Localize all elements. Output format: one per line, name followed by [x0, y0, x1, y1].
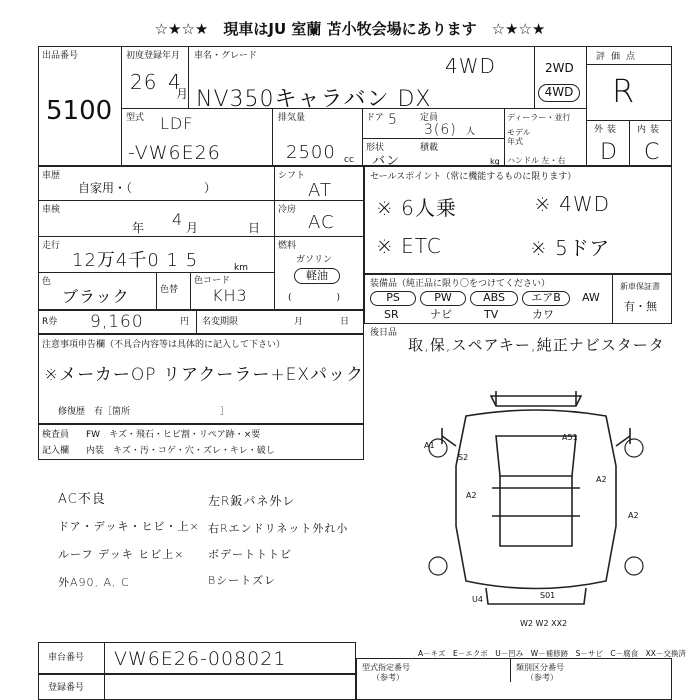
recycle-label: R券	[42, 317, 58, 327]
diagram-mark-a2-2: A2	[628, 511, 639, 520]
handle-model-year: モデル年式	[507, 128, 531, 146]
capacity-unit: 人	[466, 127, 476, 137]
repair-history: 修復歴 有［箇所 ］	[58, 407, 230, 417]
handle-side: ハンドル 左・右	[507, 156, 566, 165]
type-number-label: 型式指定番号	[362, 663, 410, 672]
registration-year: 26	[130, 70, 158, 94]
drive-2wd: 2WD	[545, 61, 574, 75]
color-label: 色	[42, 277, 52, 287]
load-label: 積載	[420, 143, 439, 153]
lot-label: 出品番号	[42, 51, 79, 61]
body-type-value: バン	[372, 154, 401, 169]
registration-month: 4	[168, 70, 182, 94]
mileage-unit: km	[234, 263, 248, 273]
aircon-value: AC	[308, 212, 335, 233]
history-value: 自家用・（ ）	[78, 181, 217, 195]
fuel-gasoline: ガソリン	[296, 255, 333, 265]
recycle-unit: 円	[180, 317, 190, 327]
equip-pw: PW	[420, 291, 466, 306]
chassis-value: VW6E26-008021	[114, 648, 287, 670]
displacement-value: 2500	[286, 142, 336, 163]
chassis-label: 車台番号	[48, 653, 85, 663]
diagram-mark-w2: W2 W2 XX2	[520, 619, 568, 628]
equip-sr: SR	[384, 308, 399, 321]
damage-legend: A－キズ E－エクボ U－凹み W－補修跡 S－サビ C－腐食 XX－交換済	[418, 649, 686, 658]
handle-dealer: ディーラー・並行	[507, 113, 571, 122]
mileage-value: 12万4千0 1 5	[72, 250, 199, 271]
diagram-mark-s01: S01	[540, 591, 556, 600]
inspection-month-unit: 月	[186, 221, 199, 235]
registration-label: 初度登録年月	[126, 51, 181, 61]
int-label: 内装	[637, 125, 664, 135]
model-label: 型式	[126, 113, 145, 123]
registration-month-unit: 月	[176, 87, 189, 101]
mileage-label: 走行	[42, 241, 61, 251]
equip-airbag: エアB	[522, 291, 570, 306]
meigi-label: 名変期限	[202, 317, 239, 327]
diagram-mark-a2-1: A2	[596, 475, 607, 484]
equipment-label: 装備品（純正品に限り〇をつけてください）	[370, 279, 551, 289]
note-right-4: Bシートズレ	[208, 574, 277, 587]
reg-number-box	[38, 674, 356, 700]
recycle-row	[38, 310, 364, 334]
meigi-month: 月	[294, 317, 304, 327]
capacity-value: 3(6)	[424, 122, 457, 138]
type-number-sub: （参考）	[372, 673, 404, 682]
sales-point-2: ※ 4WD	[534, 192, 611, 216]
shift-label: シフト	[278, 171, 306, 181]
equip-leather: カワ	[532, 308, 554, 321]
equip-ps: PS	[370, 291, 416, 306]
equip-navi: ナビ	[430, 308, 452, 321]
note-right-1: 左R鈑パネ外レ	[208, 494, 296, 508]
diagram-mark-u4: U4	[472, 595, 483, 604]
diagram-mark-a1: A1	[424, 441, 435, 450]
warranty-label: 新車保証書	[620, 282, 660, 291]
recycle-value: 9,160	[90, 312, 144, 332]
model-prefix: LDF	[160, 114, 194, 133]
class-number-label: 類別区分番号	[516, 663, 564, 672]
inspection-day: 日	[248, 221, 261, 235]
note-left-2: ドア・デッキ・ヒビ・上×	[58, 520, 200, 533]
history-label: 車歴	[42, 171, 61, 181]
diagram-mark-a51: A51	[562, 433, 578, 442]
displacement-label: 排気量	[278, 113, 306, 123]
color-value: ブラック	[62, 287, 130, 306]
page-title: ☆★☆★ 現車はJU 室蘭 苫小牧会場にあります ☆★☆★	[154, 20, 546, 38]
checker-label-2: 記入欄	[42, 446, 70, 456]
aircon-label: 冷房	[278, 205, 297, 215]
load-unit: kg	[490, 157, 500, 166]
int-value: C	[644, 140, 661, 165]
inspection-year: 年	[132, 221, 145, 235]
body-type-label: 形状	[366, 143, 385, 153]
note-right-2: 右Rエンドリネット外れ小	[208, 522, 349, 535]
ext-label: 外装	[594, 125, 621, 135]
doors-value: 5	[388, 112, 398, 128]
aftermarket-label: 後日品	[370, 328, 398, 338]
equip-aw: AW	[582, 291, 600, 304]
sales-point-3: ※ ETC	[376, 234, 442, 258]
checker-row-2: 内装 キズ・汚・コゲ・穴・ズレ・キレ・破し	[86, 446, 275, 456]
sales-points-label: セールスポイント（常に機能するものに限ります）	[370, 172, 577, 182]
aftermarket-value: 取,保,スペアキー,純正ナビスタータ	[408, 336, 665, 354]
drive-4wd: 4WD	[538, 84, 580, 102]
notes-label: 注意事項申告欄（不具合内容等は具体的に記入して下さい）	[42, 340, 286, 350]
checker-row-1: FW キズ・飛石・ヒビ割・リペア跡・×要	[86, 430, 261, 440]
inspection-label: 車検	[42, 205, 61, 215]
displacement-unit: cc	[344, 155, 354, 165]
score-value: R	[612, 72, 636, 110]
sales-point-4: ※ 5ドア	[530, 236, 611, 260]
fuel-diesel: 軽油	[294, 268, 340, 284]
class-number-sub: （参考）	[526, 673, 558, 682]
notes-value: ※メーカーOP リアクーラー+EXパック	[44, 365, 365, 385]
car-diagram	[396, 376, 676, 626]
note-left-1: AC不良	[58, 492, 106, 507]
car-name-drive-note: 4WD	[445, 54, 496, 78]
note-left-4: 外A90, A, C	[58, 576, 130, 589]
meigi-day: 日	[340, 317, 350, 327]
diagram-mark-s2: S2	[458, 453, 469, 462]
fuel-paren: ( )	[288, 293, 341, 303]
shift-value: AT	[308, 180, 332, 201]
warranty-value: 有・無	[624, 300, 657, 313]
doors-label: ドア	[366, 113, 384, 123]
color-code: KH3	[212, 286, 248, 305]
checker-label-1: 検査員	[42, 430, 70, 440]
model-value: -VW6E26	[128, 142, 221, 164]
inspection-month: 4	[172, 210, 184, 229]
capacity-label: 定員	[420, 113, 439, 123]
ext-value: D	[600, 140, 618, 165]
car-name-label: 車名・グレード	[194, 51, 258, 61]
note-right-3: ボデートトトビ	[208, 548, 292, 561]
note-left-3: ルーフ デッキ ヒビ上×	[58, 548, 185, 561]
equip-tv: TV	[484, 308, 499, 321]
reg-number-label: 登録番号	[48, 683, 85, 693]
score-label: 評価点	[596, 52, 642, 62]
diagram-mark-a2-3: A2	[466, 491, 477, 500]
color-code-label: 色コード	[194, 276, 231, 286]
car-name-value: NV350キャラバン DX	[196, 87, 432, 112]
color-change-label: 色替	[160, 285, 179, 295]
lot-number: 5100	[46, 96, 113, 126]
sales-point-1: ※ 6人乗	[376, 196, 457, 220]
equip-abs: ABS	[470, 291, 518, 306]
fuel-label: 燃料	[278, 241, 297, 251]
